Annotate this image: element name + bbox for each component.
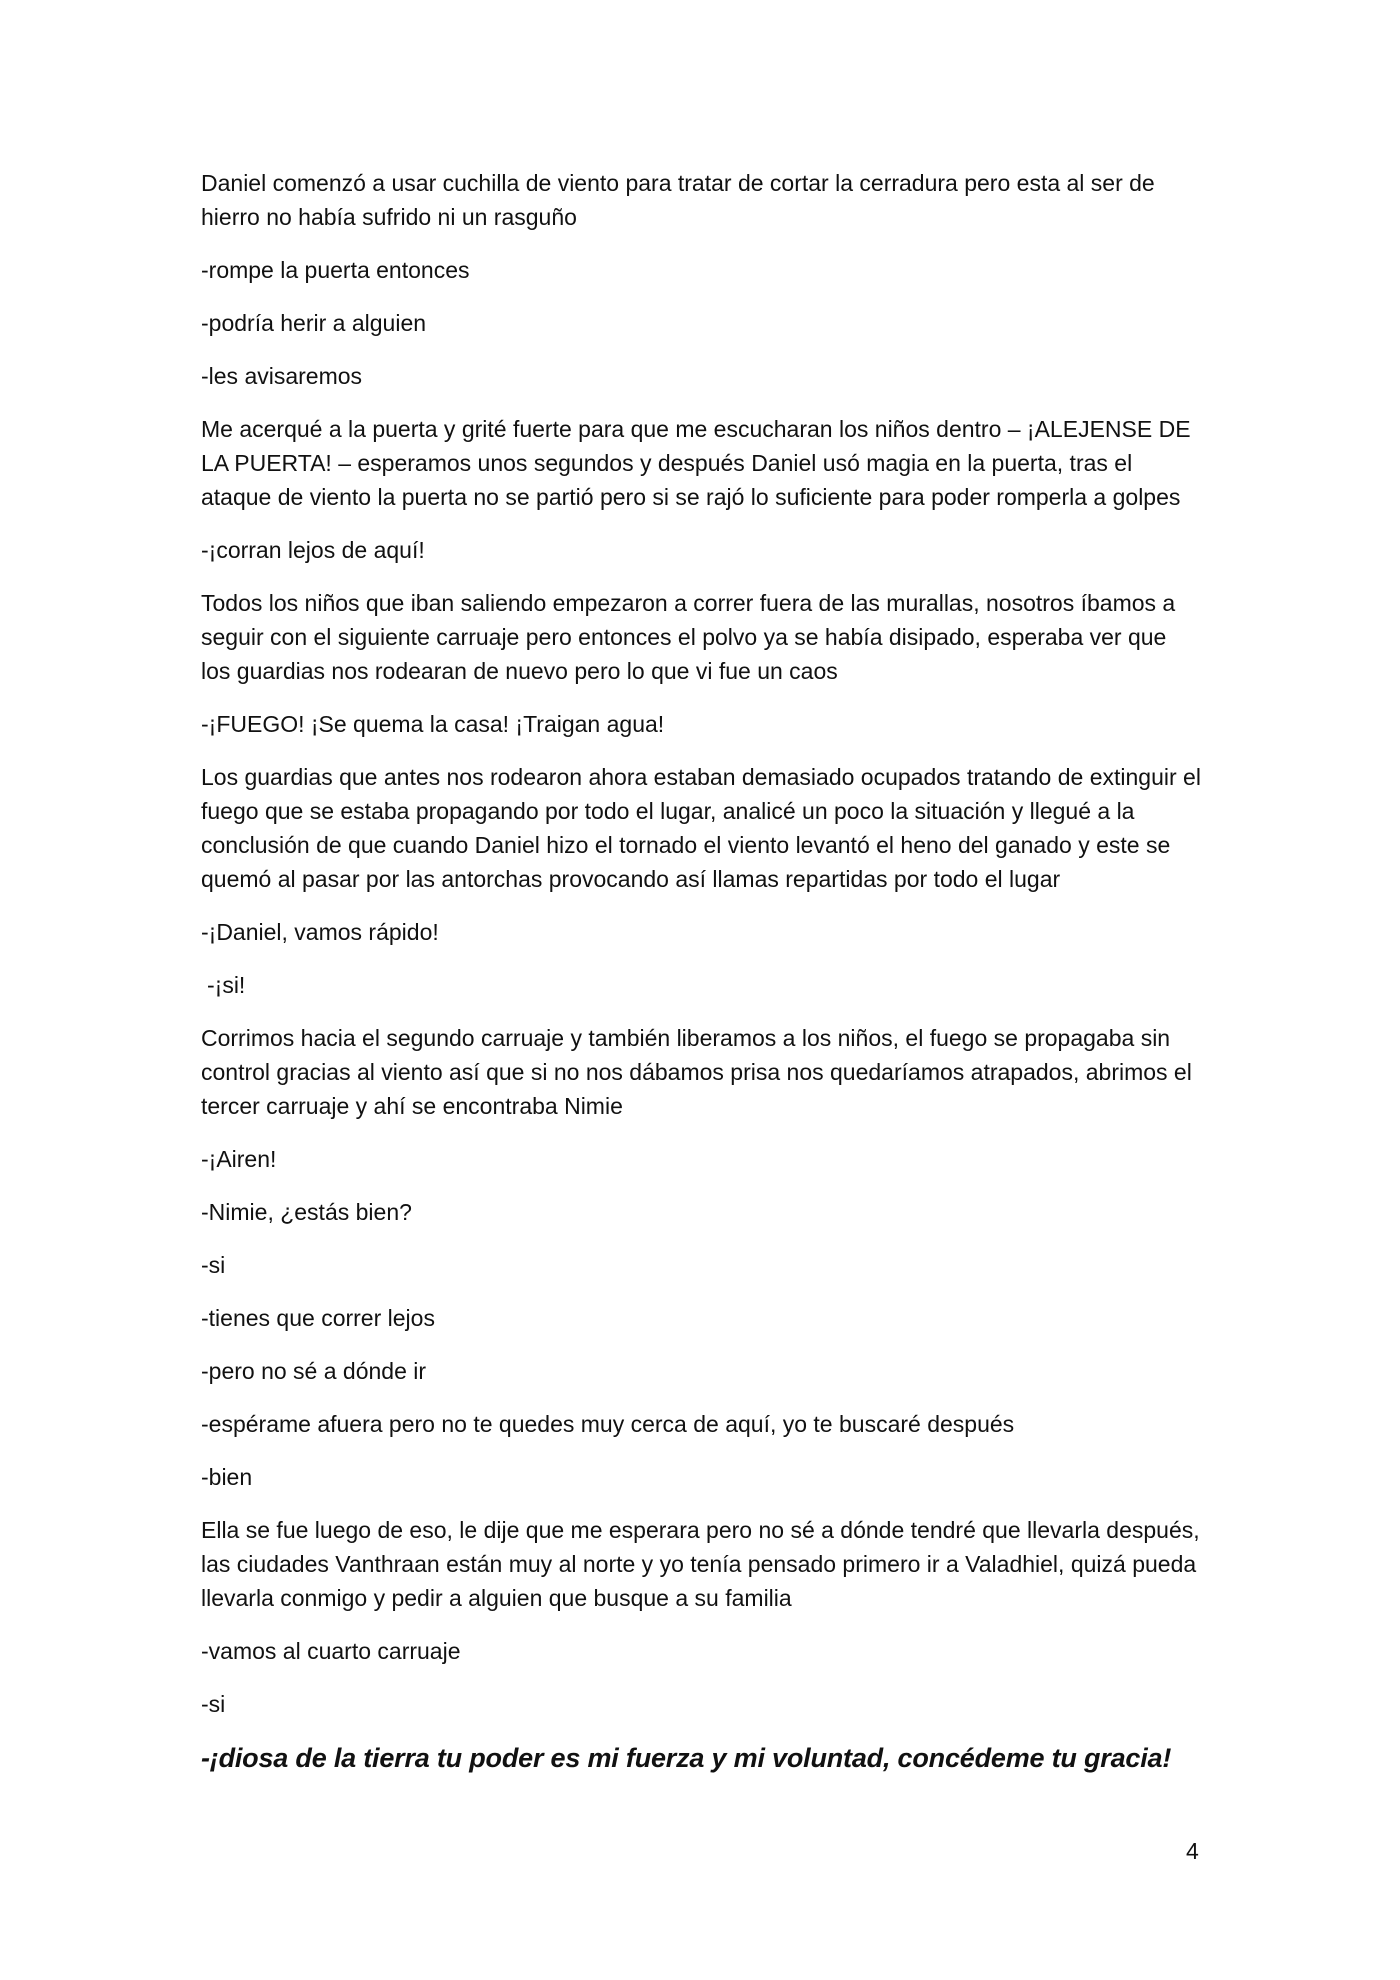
dialogue-line: -tienes que correr lejos (201, 1305, 435, 1331)
dialogue-line: -bien (201, 1464, 253, 1490)
dialogue-line: -¡si! (207, 972, 246, 998)
narrative-paragraph: Todos los niños que iban saliendo empezaron a correr fuera de las murallas, nosotros íbamos a seguir con el siguiente carruaje pero entonces el polvo ya se había disipado, esperaba ver que los guardias nos rodearan de nuevo pero lo que vi fue un caos (201, 590, 1176, 684)
narrative-paragraph: Daniel comenzó a usar cuchilla de viento para tratar de cortar la cerradura pero esta al ser de hierro no había sufrido ni un rasguño (201, 170, 1155, 230)
dialogue-line: -Nimie, ¿estás bien? (201, 1199, 412, 1225)
dialogue-line: -les avisaremos (201, 363, 363, 389)
narrative-paragraph: Los guardias que antes nos rodearon ahora estaban demasiado ocupados tratando de extinguir el fuego que se estaba propagando por todo el lugar, analicé un poco la situación y llegué a la conclusión de que cuando Daniel hizo el tornado el viento levantó el heno del ganado y este se quemó al pasar por las antorchas provocando así llamas repartidas por todo el lugar (201, 764, 1201, 892)
dialogue-line: -¡Daniel, vamos rápido! (201, 919, 439, 945)
dialogue-line: -si (201, 1691, 226, 1717)
dialogue-line: -vamos al cuarto carruaje (201, 1638, 461, 1664)
narrative-paragraph: Corrimos hacia el segundo carruaje y también liberamos a los niños, el fuego se propagaba sin control gracias al viento así que si no nos dábamos prisa nos quedaríamos atrapados, abrimos el tercer carruaje y ahí se encontraba Nimie (201, 1025, 1192, 1119)
dialogue-line: -podría herir a alguien (201, 310, 427, 336)
narrative-paragraph: Me acerqué a la puerta y grité fuerte para que me escucharan los niños dentro – ¡ALEJENSE DE LA PUERTA! – esperamos unos segundos y después Daniel usó magia en la puerta, tras el ataque de viento la puerta no se partió pero si se rajó lo suficiente para poder romperla a golpes (201, 416, 1191, 510)
dialogue-line: -¡Airen! (201, 1146, 277, 1172)
incantation-line: -¡diosa de la tierra tu poder es mi fuerza y mi voluntad, concédeme tu gracia! (201, 1743, 1172, 1773)
dialogue-line: -espérame afuera pero no te quedes muy cerca de aquí, yo te buscaré después (201, 1411, 1015, 1437)
dialogue-line: -pero no sé a dónde ir (201, 1358, 427, 1384)
dialogue-line: -rompe la puerta entonces (201, 257, 470, 283)
dialogue-line: -¡FUEGO! ¡Se quema la casa! ¡Traigan agua! (201, 711, 665, 737)
dialogue-line: -si (201, 1252, 226, 1278)
document-body (201, 166, 1201, 1776)
page-number: 4 (1186, 1838, 1199, 1864)
narrative-paragraph: Ella se fue luego de eso, le dije que me esperara pero no sé a dónde tendré que llevarla después, las ciudades Vanthraan están muy al norte y yo tenía pensado primero ir a Valadhiel, quizá pueda llevarla conmigo y pedir a alguien que busque a su familia (201, 1517, 1200, 1611)
dialogue-line: -¡corran lejos de aquí! (201, 537, 425, 563)
